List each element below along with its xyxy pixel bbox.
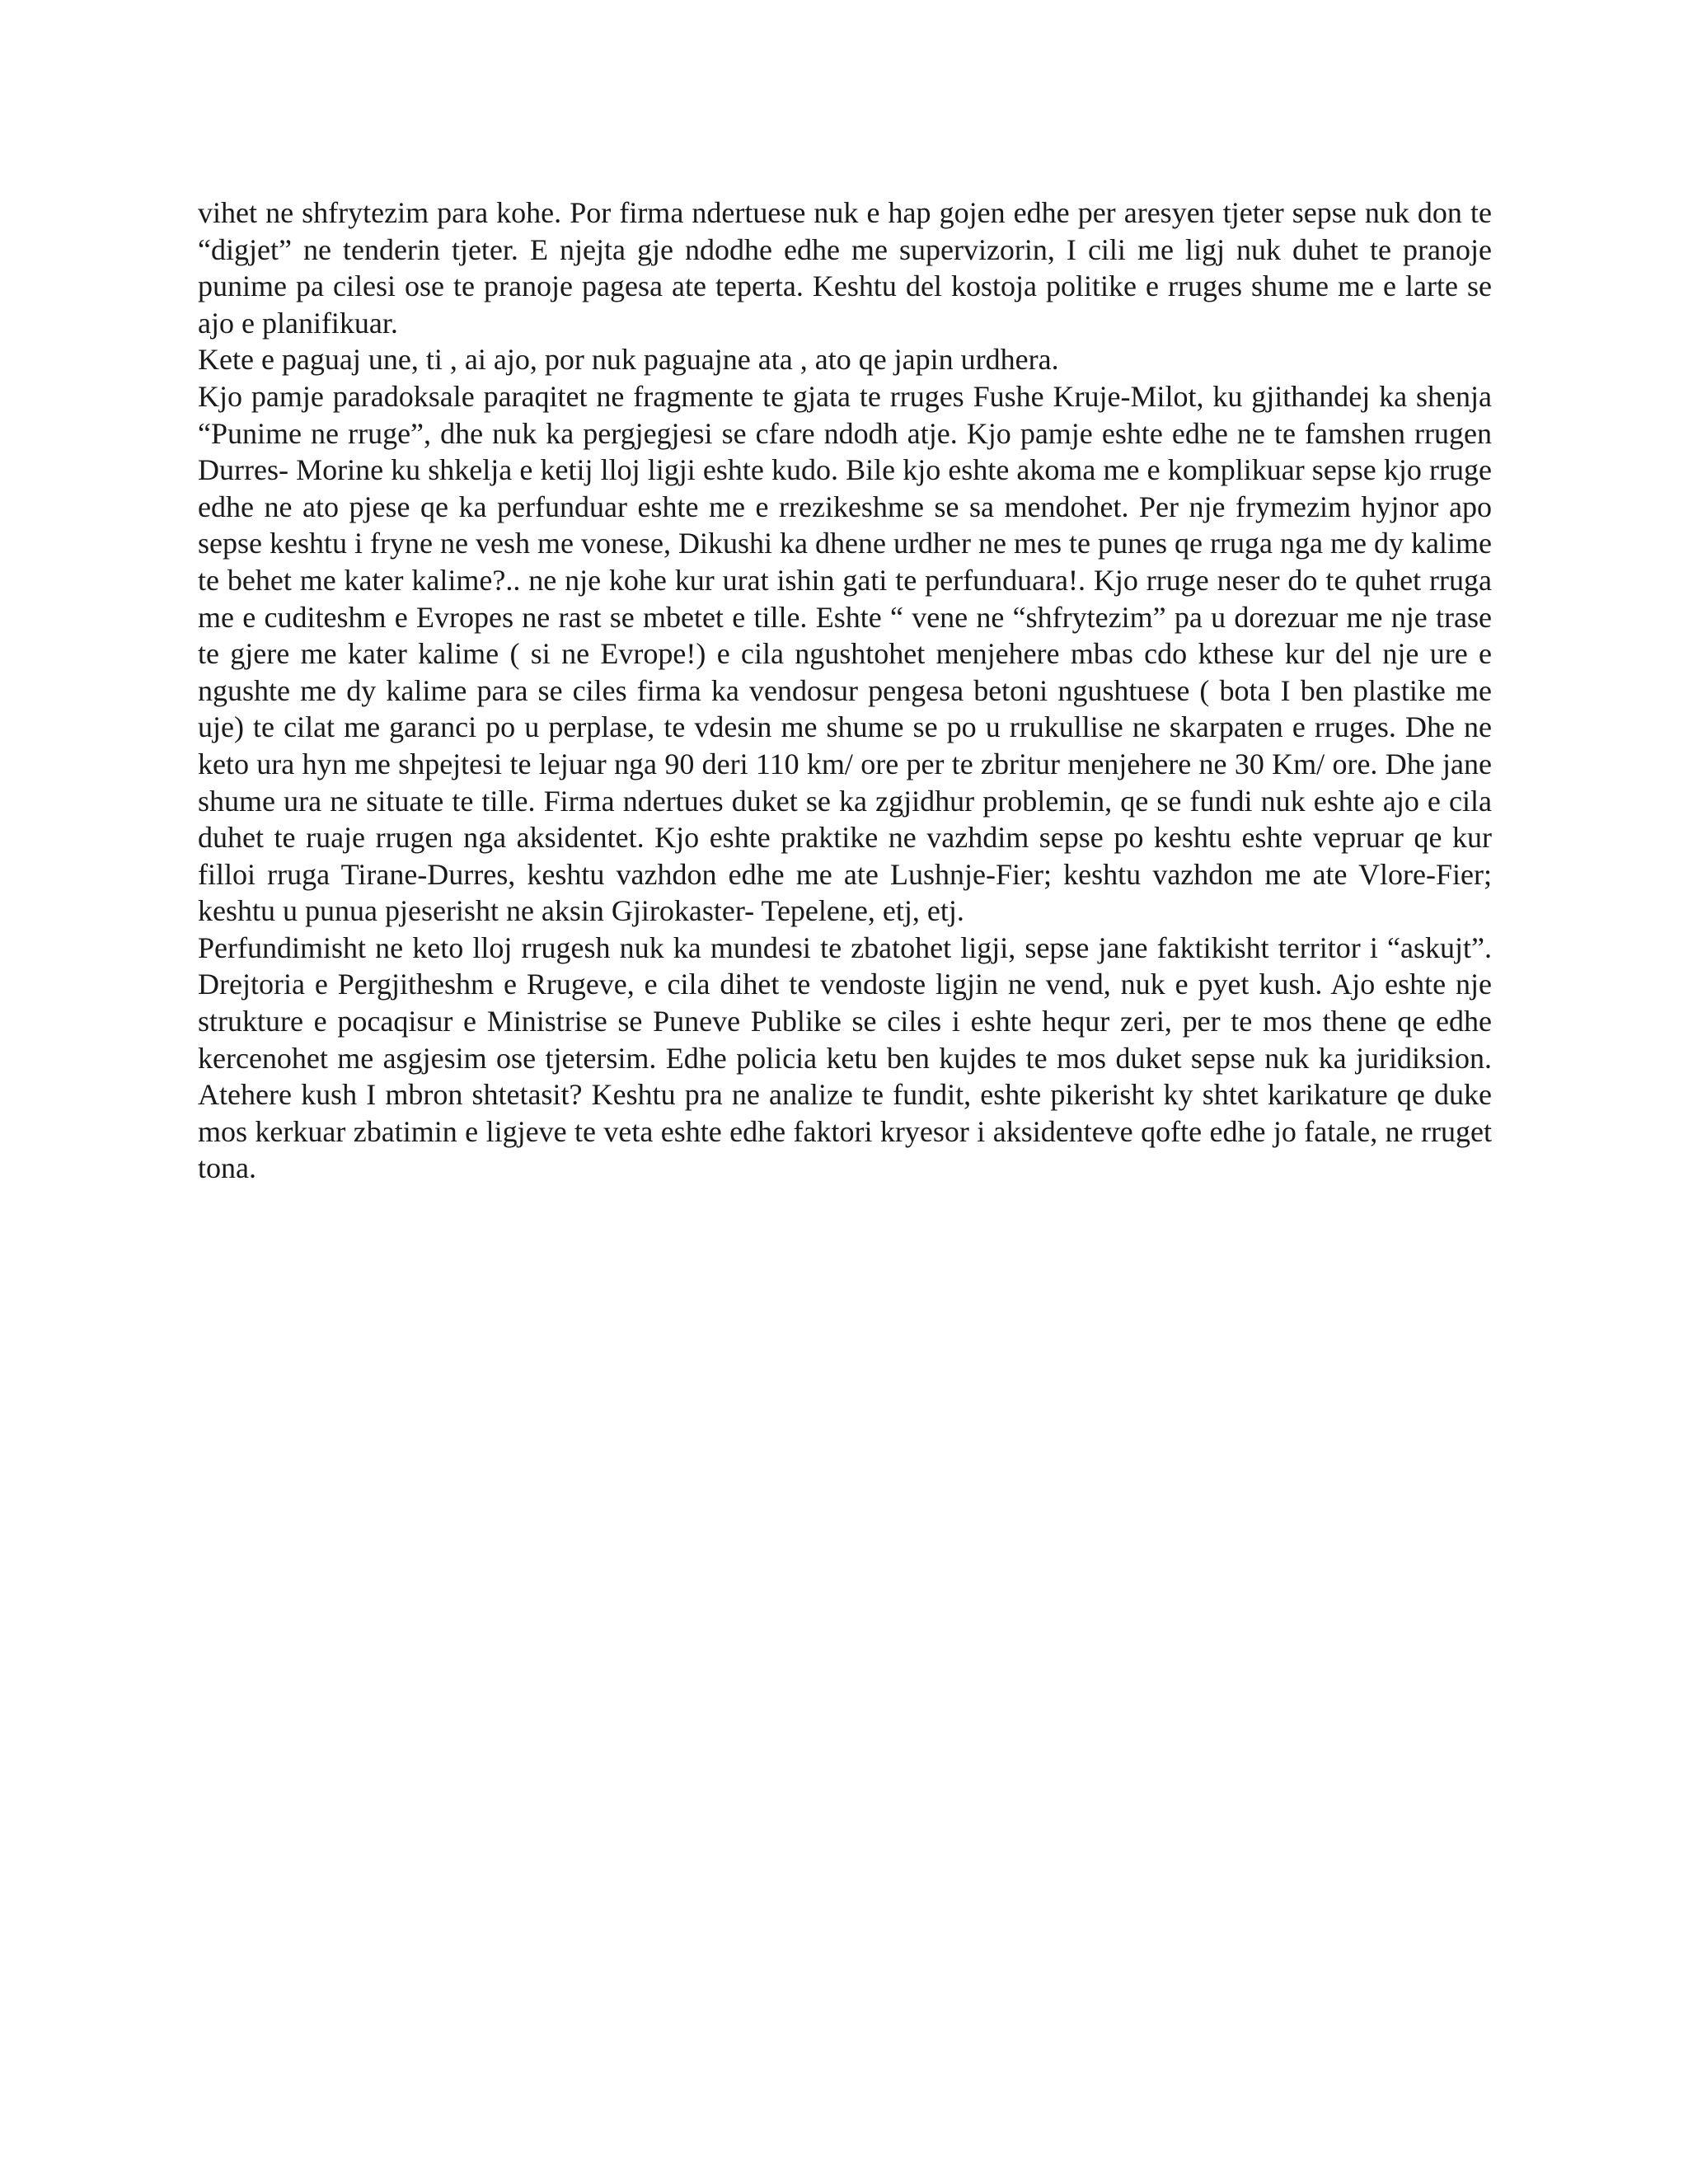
paragraph-2: Kete e paguaj une, ti , ai ajo, por nuk paguajne ata , ato qe japin urdhera. [198, 343, 1059, 377]
paragraph-4: Perfundimisht ne keto lloj rrugesh nuk ka mundesi te zbatohet ligji, sepse jane faktikisht territor i “askujt”. Drejtoria e Pergjitheshm e Rrugeve, e cila dihet te vendoste ligjin ne vend, nuk e pyet kush. Ajo eshte nje strukture e pocaqisur e Ministrise se Puneve Publike se ciles i eshte hequr zeri, per te mos thene qe edhe kercenohet me asgjesim ose tjetersim. Edhe policia ketu ben kujdes te mos duket sepse nuk ka juridiksion. Atehere kush I mbron shtetasit? Keshtu pra ne analize te fundit, eshte pikerisht ky shtet karikature qe duke mos kerkuar zbatimin e ligjeve te veta eshte edhe faktori kryesor i aksidenteve qofte edhe jo fatale, ne rruget tona. [198, 930, 1492, 1185]
paragraph-3: Kjo pamje paradoksale paraqitet ne fragmente te gjata te rruges Fushe Kruje-Milot, ku gjithandej ka shenja “Punime ne rruge”, dhe nuk ka pergjegjesi se cfare ndodh atje. Kjo pamje eshte edhe ne te famshen rrugen Durres- Morine ku shkelja e ketij lloj ligji eshte kudo. Bile kjo eshte akoma me e komplikuar sepse kjo rruge edhe ne ato pjese qe ka perfunduar eshte me e rrezikeshme se sa mendohet. Per nje frymezim hyjnor apo sepse keshtu i fryne ne vesh me vonese, Dikushi ka dhene urdher ne mes te punes qe rruga nga me dy kalime te behet me kater kalime?.. ne nje kohe kur urat ishin gati te perfunduara!. Kjo rruge neser do te quhet rruga me e cuditeshm e Evropes ne rast se mbetet e tille. Eshte “ vene ne “shfrytezim” pa u dorezuar me nje trase te gjere me kater kalime ( si ne Evrope!) e cila ngushtohet menjehere mbas cdo kthese kur del nje ure e ngushte me dy kalime para se ciles firma ka vendosur pengesa betoni ngushtuese ( bota I ben plastike me uje) te cilat me garanci po u perplase, te vdesin me shume se po u rrukullise ne skarpaten e rruges. Dhe ne keto ura hyn me shpejtesi te lejuar nga 90 deri 110 km/ ore per te zbritur menjehere ne 30 Km/ ore. Dhe jane shume ura ne situate te tille. Firma ndertues duket se ka zgjidhur problemin, qe se fundi nuk eshte ajo e cila duhet te ruaje rrugen nga aksidentet. Kjo eshte praktike ne vazhdim sepse po keshtu eshte vepruar qe kur filloi rruga Tirane-Durres, keshtu vazhdon edhe me ate Lushnje-Fier; keshtu vazhdon me ate Vlore-Fier; keshtu u punua pjeserisht ne aksin Gjirokaster- Tepelene, etj, etj. [198, 379, 1492, 928]
paragraph-1: vihet ne shfrytezim para kohe. Por firma ndertuese nuk e hap gojen edhe per aresyen tjeter sepse nuk don te “digjet” ne tenderin tjeter. E njejta gje ndodhe edhe me supervizorin, I cili me ligj nuk duhet te pranoje punime pa cilesi ose te pranoje pagesa ate teperta. Keshtu del kostoja politike e rruges shume me e larte se ajo e planifikuar. [198, 196, 1492, 340]
document-body [198, 194, 1492, 1187]
